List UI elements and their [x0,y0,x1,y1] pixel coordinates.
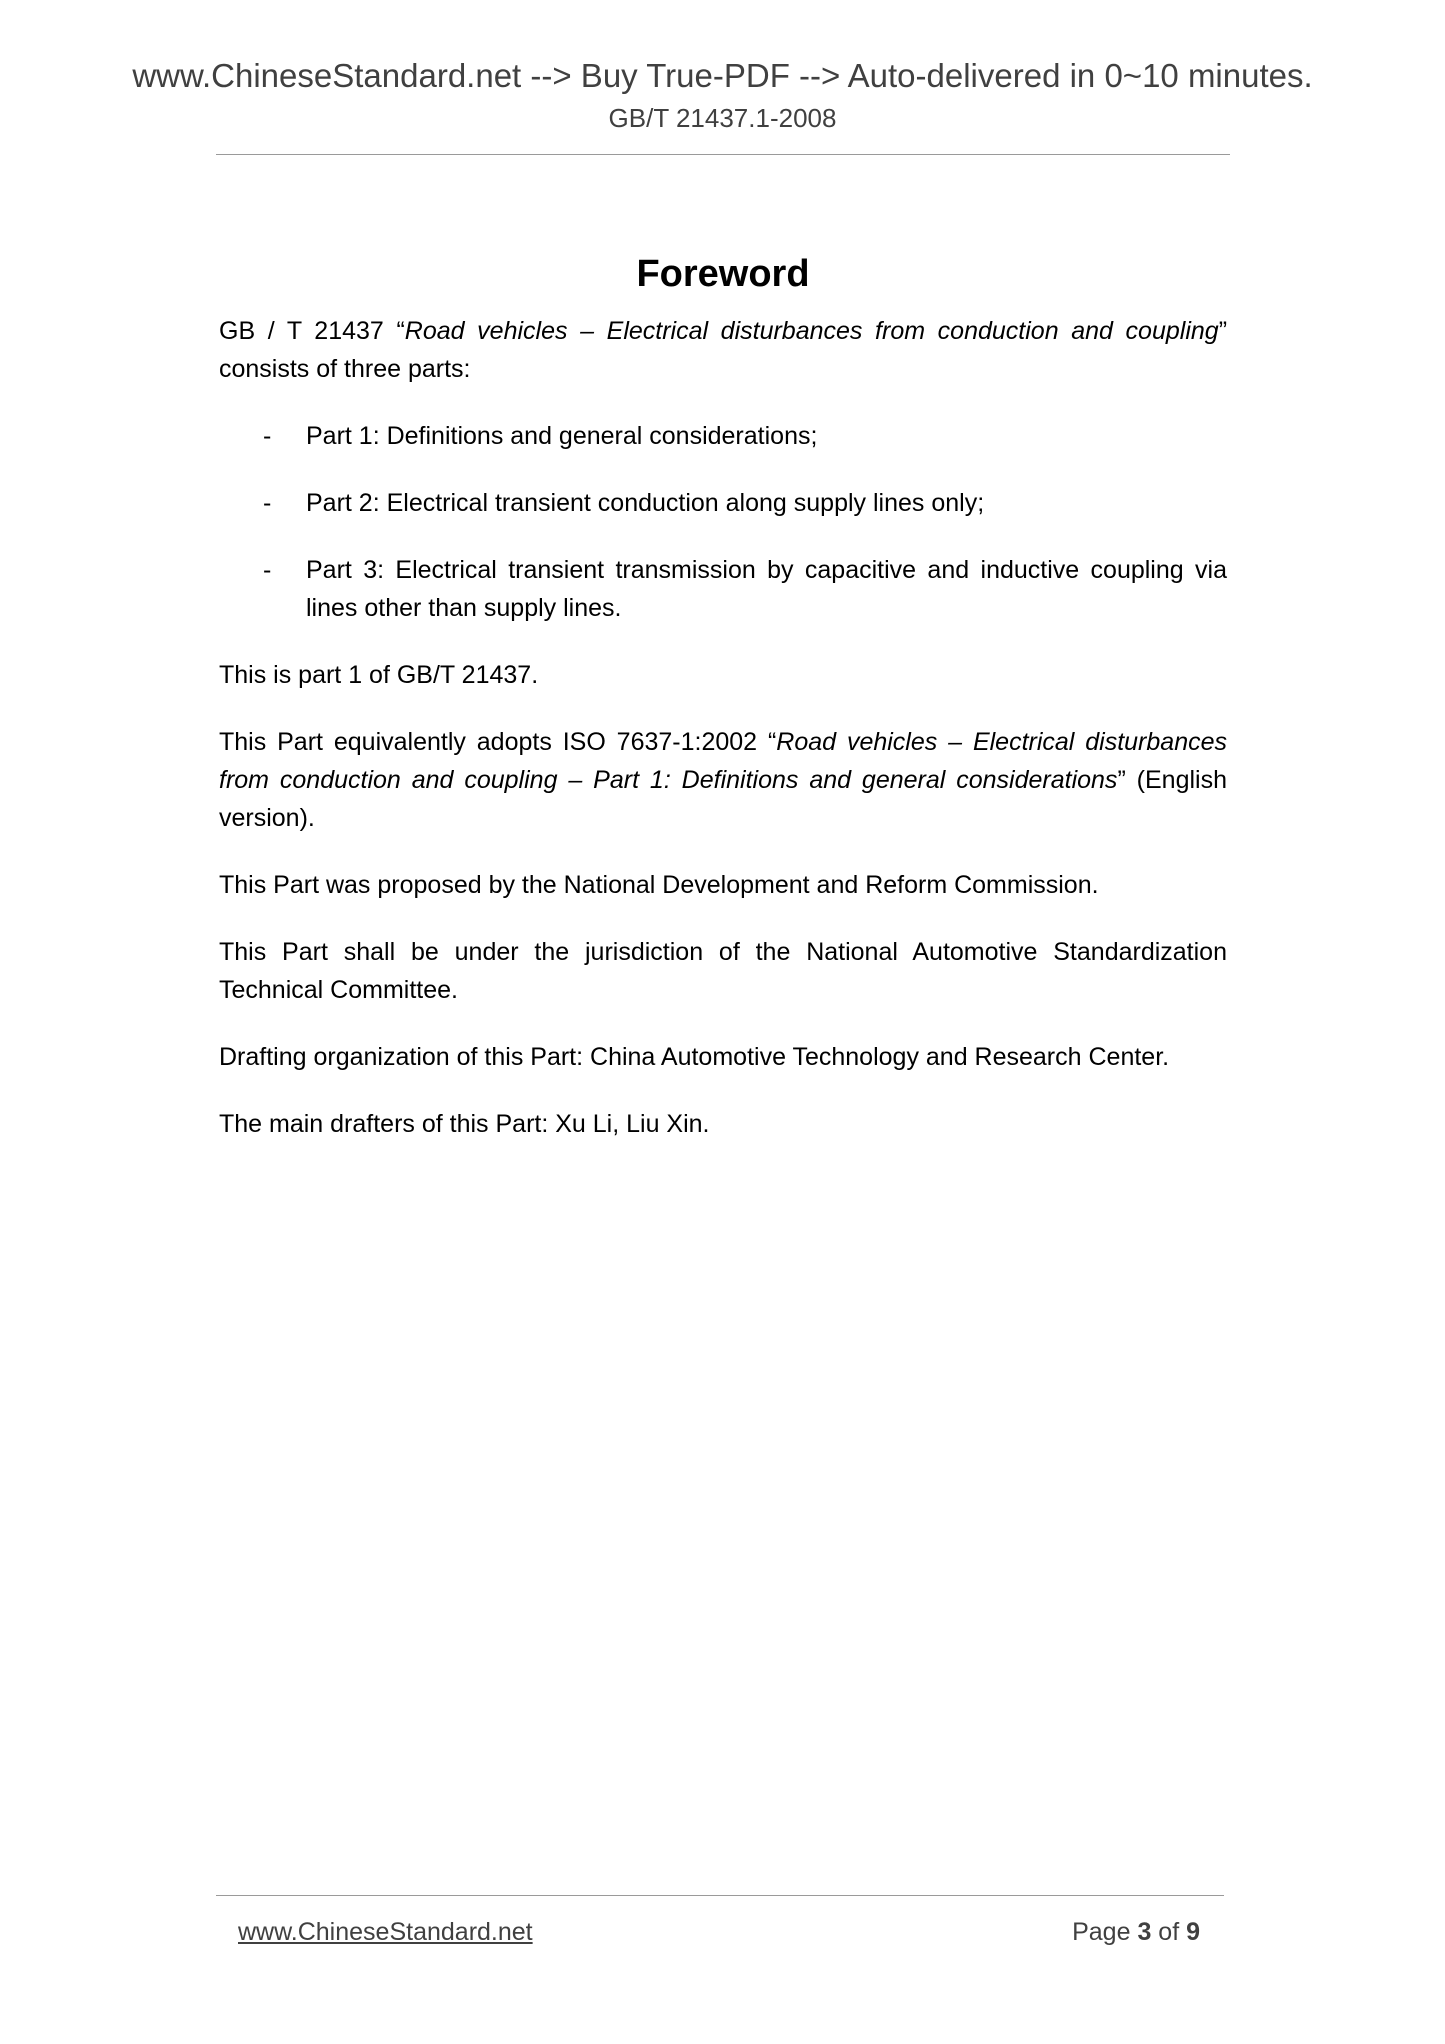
dash-bullet: - [263,556,272,584]
drafting-org-paragraph: Drafting organization of this Part: China Automotive Technology and Research Center. [219,1043,1170,1071]
dash-bullet: - [263,489,272,517]
part-text: Part 3: Electrical transient transmission by capacitive and inductive coupling via lines other than supply lines. [306,556,1227,622]
list-item [219,484,1227,522]
adoption-suffix: ” (English version). [219,766,1227,832]
adoption-prefix: This Part equivalently adopts ISO 7637-1:2002 “ [219,728,777,756]
page-prefix: Page [1072,1918,1138,1946]
footer-divider [216,1895,1224,1896]
jurisdiction-paragraph: This Part shall be under the jurisdiction of the National Automotive Standardization Technical Committee. [219,938,1227,1004]
proposed-by-paragraph: This Part was proposed by the National Development and Reform Commission. [219,871,1099,899]
part-note-paragraph: This is part 1 of GB/T 21437. [219,661,539,689]
intro-suffix: ” consists of three parts: [219,317,1228,383]
list-item [219,417,1227,455]
header-divider [216,154,1230,155]
standard-code: GB/T 21437.1-2008 [608,103,837,133]
header-banner: www.ChineseStandard.net --> Buy True-PDF --> Auto-delivered in 0~10 minutes. [132,57,1313,94]
page-number [1072,1916,1200,1948]
page-mid: of [1151,1918,1187,1946]
drafters-paragraph: The main drafters of this Part: Xu Li, Liu Xin. [219,1110,710,1138]
part-text: Part 1: Definitions and general considerations; [306,422,818,450]
page-title: Foreword [636,253,810,295]
page-total: 9 [1186,1918,1200,1946]
intro-paragraph [219,312,1227,388]
page-current: 3 [1137,1918,1152,1946]
intro-italic-title: Road vehicles – Electrical disturbances from conduction and coupling [404,317,1219,345]
parts-list [219,417,1227,627]
adoption-paragraph [219,723,1227,837]
adoption-italic-title: Road vehicles – Electrical disturbances from conduction and coupling – Part 1: Definitions and general considerations [219,728,1227,794]
part-text: Part 2: Electrical transient conduction along supply lines only; [306,489,985,517]
intro-prefix: GB / T 21437 “ [219,317,405,345]
footer-site-link[interactable]: www.ChineseStandard.net [238,1918,533,1946]
foreword-section [219,252,1227,1172]
dash-bullet: - [263,422,272,450]
list-item [219,551,1227,627]
